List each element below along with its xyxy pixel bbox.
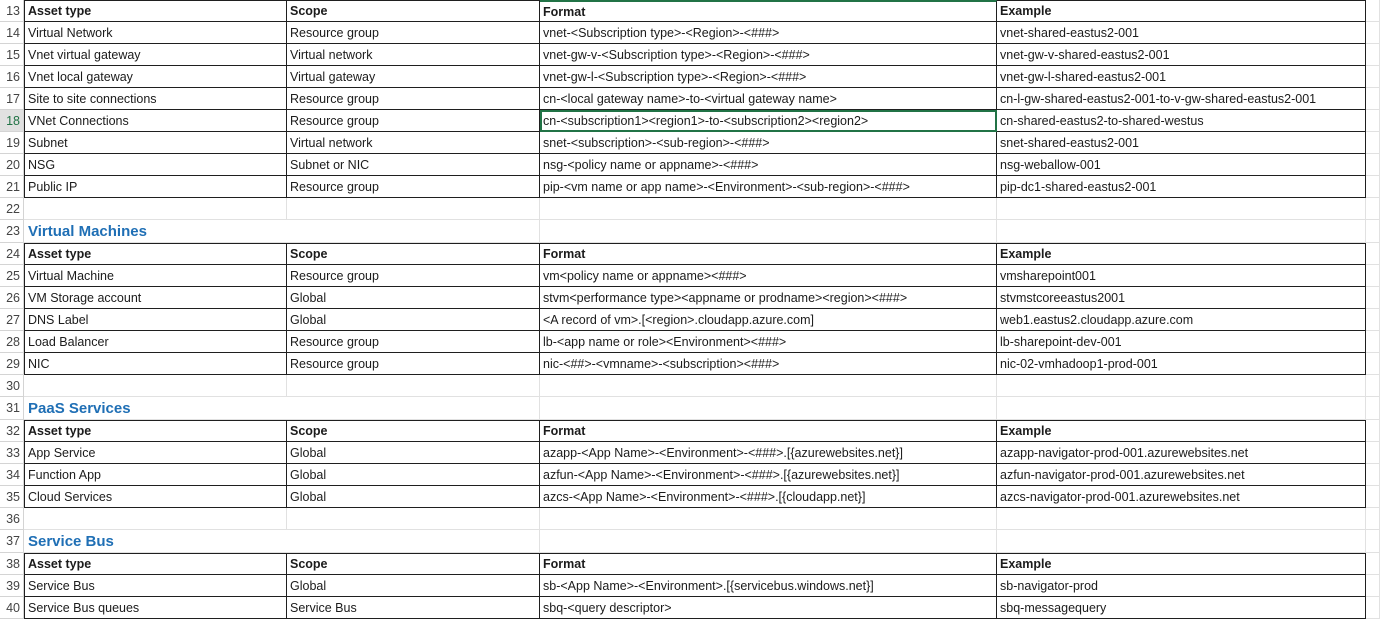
empty-cell[interactable] xyxy=(1366,486,1380,508)
empty-cell[interactable] xyxy=(1366,44,1380,66)
empty-cell[interactable] xyxy=(1366,132,1380,154)
scope-cell[interactable]: Resource group xyxy=(287,331,540,353)
asset-type-cell[interactable]: Vnet virtual gateway xyxy=(24,44,287,66)
row-number[interactable]: 21 xyxy=(0,176,24,198)
empty-cell[interactable] xyxy=(1366,110,1380,132)
row-number[interactable]: 20 xyxy=(0,154,24,176)
empty-cell[interactable] xyxy=(540,198,997,220)
row-number[interactable]: 37 xyxy=(0,530,24,553)
scope-cell[interactable]: Resource group xyxy=(287,265,540,287)
table-row xyxy=(0,44,1380,66)
row-number[interactable]: 14 xyxy=(0,22,24,44)
empty-cell[interactable] xyxy=(1366,464,1380,486)
scope-cell[interactable]: Virtual network xyxy=(287,44,540,66)
scope-cell[interactable]: Resource group xyxy=(287,88,540,110)
table-row xyxy=(0,508,1380,530)
table-row xyxy=(0,464,1380,486)
example-cell[interactable]: pip-dc1-shared-eastus2-001 xyxy=(997,176,1366,198)
table-row xyxy=(0,287,1380,309)
table-row xyxy=(0,154,1380,176)
row-number[interactable]: 16 xyxy=(0,66,24,88)
table-header-row xyxy=(0,0,1380,22)
empty-cell[interactable] xyxy=(1366,176,1380,198)
header-example-cell[interactable]: Example xyxy=(997,553,1366,575)
example-cell[interactable]: vmsharepoint001 xyxy=(997,265,1366,287)
asset-type-cell[interactable]: Service Bus queues xyxy=(24,597,287,619)
table-header-row xyxy=(0,243,1380,265)
table-row xyxy=(0,375,1380,397)
format-cell[interactable]: snet-<subscription>-<sub-region>-<###> xyxy=(540,132,997,154)
empty-cell[interactable] xyxy=(24,508,287,530)
section-title[interactable]: Service Bus xyxy=(24,530,287,553)
empty-cell[interactable] xyxy=(997,530,1366,553)
table-header-row xyxy=(0,420,1380,442)
scope-cell[interactable]: Resource group xyxy=(287,22,540,44)
example-cell[interactable]: cn-shared-eastus2-to-shared-westus xyxy=(997,110,1366,132)
empty-cell[interactable] xyxy=(1366,154,1380,176)
format-cell[interactable]: azapp-<App Name>-<Environment>-<###>.[{azurewebsites.net}] xyxy=(540,442,997,464)
format-cell[interactable]: vnet-gw-v-<Subscription type>-<Region>-<###> xyxy=(540,44,997,66)
asset-type-cell[interactable]: App Service xyxy=(24,442,287,464)
empty-cell[interactable] xyxy=(540,397,997,420)
empty-cell[interactable] xyxy=(540,508,997,530)
table-row xyxy=(0,110,1380,132)
header-format-cell[interactable]: Format xyxy=(540,0,997,22)
asset-type-cell[interactable]: Vnet local gateway xyxy=(24,66,287,88)
row-number[interactable]: 34 xyxy=(0,464,24,486)
table-row xyxy=(0,597,1380,619)
row-number[interactable]: 38 xyxy=(0,553,24,575)
example-cell[interactable]: azapp-navigator-prod-001.azurewebsites.net xyxy=(997,442,1366,464)
section-title[interactable]: PaaS Services xyxy=(24,397,287,420)
empty-cell[interactable] xyxy=(540,220,997,243)
scope-cell[interactable]: Virtual network xyxy=(287,132,540,154)
table-row xyxy=(0,353,1380,375)
empty-cell[interactable] xyxy=(997,220,1366,243)
empty-cell[interactable] xyxy=(287,220,540,243)
row-number[interactable]: 26 xyxy=(0,287,24,309)
table-row xyxy=(0,331,1380,353)
format-cell[interactable]: vnet-<Subscription type>-<Region>-<###> xyxy=(540,22,997,44)
table-row xyxy=(0,22,1380,44)
header-scope-cell[interactable]: Scope xyxy=(287,553,540,575)
empty-cell[interactable] xyxy=(1366,66,1380,88)
empty-cell[interactable] xyxy=(1366,265,1380,287)
row-number[interactable]: 15 xyxy=(0,44,24,66)
format-cell[interactable]: azcs-<App Name>-<Environment>-<###>.[{cloudapp.net}] xyxy=(540,486,997,508)
empty-cell[interactable] xyxy=(1366,442,1380,464)
empty-cell[interactable] xyxy=(1366,597,1380,619)
scope-cell[interactable]: Resource group xyxy=(287,353,540,375)
empty-cell[interactable] xyxy=(287,508,540,530)
row-number[interactable]: 32 xyxy=(0,420,24,442)
scope-cell[interactable]: Global xyxy=(287,287,540,309)
scope-cell[interactable]: Global xyxy=(287,442,540,464)
asset-type-cell[interactable]: VNet Connections xyxy=(24,110,287,132)
empty-cell[interactable] xyxy=(1366,287,1380,309)
table-row xyxy=(0,88,1380,110)
header-example-cell[interactable]: Example xyxy=(997,0,1366,22)
asset-type-cell[interactable]: Cloud Services xyxy=(24,486,287,508)
section-title-row xyxy=(0,397,1380,420)
section-title[interactable]: Virtual Machines xyxy=(24,220,287,243)
empty-cell[interactable] xyxy=(1366,0,1380,22)
row-number[interactable]: 28 xyxy=(0,331,24,353)
scope-cell[interactable]: Resource group xyxy=(287,110,540,132)
scope-cell[interactable]: Resource group xyxy=(287,176,540,198)
example-cell[interactable]: vnet-gw-v-shared-eastus2-001 xyxy=(997,44,1366,66)
table-row xyxy=(0,66,1380,88)
format-cell[interactable]: cn-<local gateway name>-to-<virtual gateway name> xyxy=(540,88,997,110)
table-row xyxy=(0,265,1380,287)
row-number[interactable]: 23 xyxy=(0,220,24,243)
asset-type-cell[interactable]: Service Bus xyxy=(24,575,287,597)
empty-cell[interactable] xyxy=(1366,420,1380,442)
empty-cell[interactable] xyxy=(1366,508,1380,530)
empty-cell[interactable] xyxy=(997,397,1366,420)
table-row xyxy=(0,442,1380,464)
asset-type-cell[interactable]: NSG xyxy=(24,154,287,176)
asset-type-cell[interactable]: VM Storage account xyxy=(24,287,287,309)
format-cell[interactable]: stvm<performance type><appname or prodname><region><###> xyxy=(540,287,997,309)
example-cell[interactable]: lb-sharepoint-dev-001 xyxy=(997,331,1366,353)
row-number[interactable]: 25 xyxy=(0,265,24,287)
row-number[interactable]: 13 xyxy=(0,0,24,22)
row-number[interactable]: 18 xyxy=(0,110,24,132)
header-asset-type-cell[interactable]: Asset type xyxy=(24,0,287,22)
empty-cell[interactable] xyxy=(997,375,1366,397)
row-number[interactable]: 39 xyxy=(0,575,24,597)
header-example-cell[interactable]: Example xyxy=(997,243,1366,265)
empty-cell[interactable] xyxy=(540,375,997,397)
empty-cell[interactable] xyxy=(1366,575,1380,597)
row-number[interactable]: 22 xyxy=(0,198,24,220)
scope-cell[interactable]: Global xyxy=(287,464,540,486)
empty-cell[interactable] xyxy=(1366,198,1380,220)
format-cell[interactable]: vnet-gw-l-<Subscription type>-<Region>-<###> xyxy=(540,66,997,88)
scope-cell[interactable]: Service Bus xyxy=(287,597,540,619)
example-cell[interactable]: stvmstcoreeastus2001 xyxy=(997,287,1366,309)
example-cell[interactable]: web1.eastus2.cloudapp.azure.com xyxy=(997,309,1366,331)
scope-cell[interactable]: Global xyxy=(287,575,540,597)
table-row xyxy=(0,176,1380,198)
row-number[interactable]: 31 xyxy=(0,397,24,420)
table-row xyxy=(0,132,1380,154)
scope-cell[interactable]: Virtual gateway xyxy=(287,66,540,88)
row-number[interactable]: 29 xyxy=(0,353,24,375)
row-number[interactable]: 36 xyxy=(0,508,24,530)
header-asset-type-cell[interactable]: Asset type xyxy=(24,243,287,265)
asset-type-cell[interactable]: Load Balancer xyxy=(24,331,287,353)
header-format-cell[interactable]: Format xyxy=(540,243,997,265)
empty-cell[interactable] xyxy=(1366,309,1380,331)
row-number[interactable]: 24 xyxy=(0,243,24,265)
scope-cell[interactable]: Subnet or NIC xyxy=(287,154,540,176)
empty-cell[interactable] xyxy=(24,375,287,397)
asset-type-cell[interactable]: NIC xyxy=(24,353,287,375)
section-title-row xyxy=(0,220,1380,243)
empty-cell[interactable] xyxy=(1366,243,1380,265)
example-cell[interactable]: nic-02-vmhadoop1-prod-001 xyxy=(997,353,1366,375)
empty-cell[interactable] xyxy=(997,198,1366,220)
asset-type-cell[interactable]: Public IP xyxy=(24,176,287,198)
empty-cell[interactable] xyxy=(287,530,540,553)
empty-cell[interactable] xyxy=(24,198,287,220)
row-number[interactable]: 17 xyxy=(0,88,24,110)
example-cell[interactable]: sb-navigator-prod xyxy=(997,575,1366,597)
header-scope-cell[interactable]: Scope xyxy=(287,0,540,22)
empty-cell[interactable] xyxy=(1366,88,1380,110)
example-cell[interactable]: cn-l-gw-shared-eastus2-001-to-v-gw-shared-eastus2-001 xyxy=(997,88,1366,110)
table-row xyxy=(0,309,1380,331)
format-cell[interactable]: nic-<##>-<vmname>-<subscription><###> xyxy=(540,353,997,375)
table-row xyxy=(0,486,1380,508)
asset-type-cell[interactable]: Virtual Machine xyxy=(24,265,287,287)
row-number[interactable]: 30 xyxy=(0,375,24,397)
asset-type-cell[interactable]: Site to site connections xyxy=(24,88,287,110)
asset-type-cell[interactable]: Virtual Network xyxy=(24,22,287,44)
format-cell[interactable]: sb-<App Name>-<Environment>.[{servicebus.windows.net}] xyxy=(540,575,997,597)
empty-cell[interactable] xyxy=(287,198,540,220)
example-cell[interactable]: azcs-navigator-prod-001.azurewebsites.net xyxy=(997,486,1366,508)
section-title-row xyxy=(0,530,1380,553)
format-cell[interactable]: azfun-<App Name>-<Environment>-<###>.[{azurewebsites.net}] xyxy=(540,464,997,486)
asset-type-cell[interactable]: Function App xyxy=(24,464,287,486)
example-cell[interactable]: snet-shared-eastus2-001 xyxy=(997,132,1366,154)
empty-cell[interactable] xyxy=(1366,553,1380,575)
empty-cell[interactable] xyxy=(1366,397,1380,420)
format-cell[interactable]: cn-<subscription1><region1>-to-<subscription2><region2> xyxy=(540,110,997,132)
header-scope-cell[interactable]: Scope xyxy=(287,420,540,442)
example-cell[interactable]: azfun-navigator-prod-001.azurewebsites.net xyxy=(997,464,1366,486)
row-number[interactable]: 33 xyxy=(0,442,24,464)
example-cell[interactable]: sbq-messagequery xyxy=(997,597,1366,619)
example-cell[interactable]: vnet-gw-l-shared-eastus2-001 xyxy=(997,66,1366,88)
header-format-cell[interactable]: Format xyxy=(540,553,997,575)
scope-cell[interactable]: Global xyxy=(287,486,540,508)
empty-cell[interactable] xyxy=(287,375,540,397)
row-number[interactable]: 40 xyxy=(0,597,24,619)
table-row xyxy=(0,575,1380,597)
row-number[interactable]: 35 xyxy=(0,486,24,508)
header-format-cell[interactable]: Format xyxy=(540,420,997,442)
row-number[interactable]: 19 xyxy=(0,132,24,154)
format-cell[interactable]: sbq-<query descriptor> xyxy=(540,597,997,619)
empty-cell[interactable] xyxy=(1366,353,1380,375)
example-cell[interactable]: nsg-weballow-001 xyxy=(997,154,1366,176)
table-header-row xyxy=(0,553,1380,575)
asset-type-cell[interactable]: Subnet xyxy=(24,132,287,154)
header-example-cell[interactable]: Example xyxy=(997,420,1366,442)
table-row xyxy=(0,198,1380,220)
header-asset-type-cell[interactable]: Asset type xyxy=(24,553,287,575)
format-cell[interactable]: pip-<vm name or app name>-<Environment>-<sub-region>-<###> xyxy=(540,176,997,198)
format-cell[interactable]: vm<policy name or appname><###> xyxy=(540,265,997,287)
empty-cell[interactable] xyxy=(997,508,1366,530)
empty-cell[interactable] xyxy=(1366,22,1380,44)
empty-cell[interactable] xyxy=(540,530,997,553)
row-number[interactable]: 27 xyxy=(0,309,24,331)
empty-cell[interactable] xyxy=(1366,530,1380,553)
format-cell[interactable]: <A record of vm>.[<region>.cloudapp.azure.com] xyxy=(540,309,997,331)
header-scope-cell[interactable]: Scope xyxy=(287,243,540,265)
format-cell[interactable]: nsg-<policy name or appname>-<###> xyxy=(540,154,997,176)
empty-cell[interactable] xyxy=(1366,375,1380,397)
asset-type-cell[interactable]: DNS Label xyxy=(24,309,287,331)
header-asset-type-cell[interactable]: Asset type xyxy=(24,420,287,442)
example-cell[interactable]: vnet-shared-eastus2-001 xyxy=(997,22,1366,44)
empty-cell[interactable] xyxy=(287,397,540,420)
empty-cell[interactable] xyxy=(1366,220,1380,243)
format-cell[interactable]: lb-<app name or role><Environment><###> xyxy=(540,331,997,353)
empty-cell[interactable] xyxy=(1366,331,1380,353)
scope-cell[interactable]: Global xyxy=(287,309,540,331)
